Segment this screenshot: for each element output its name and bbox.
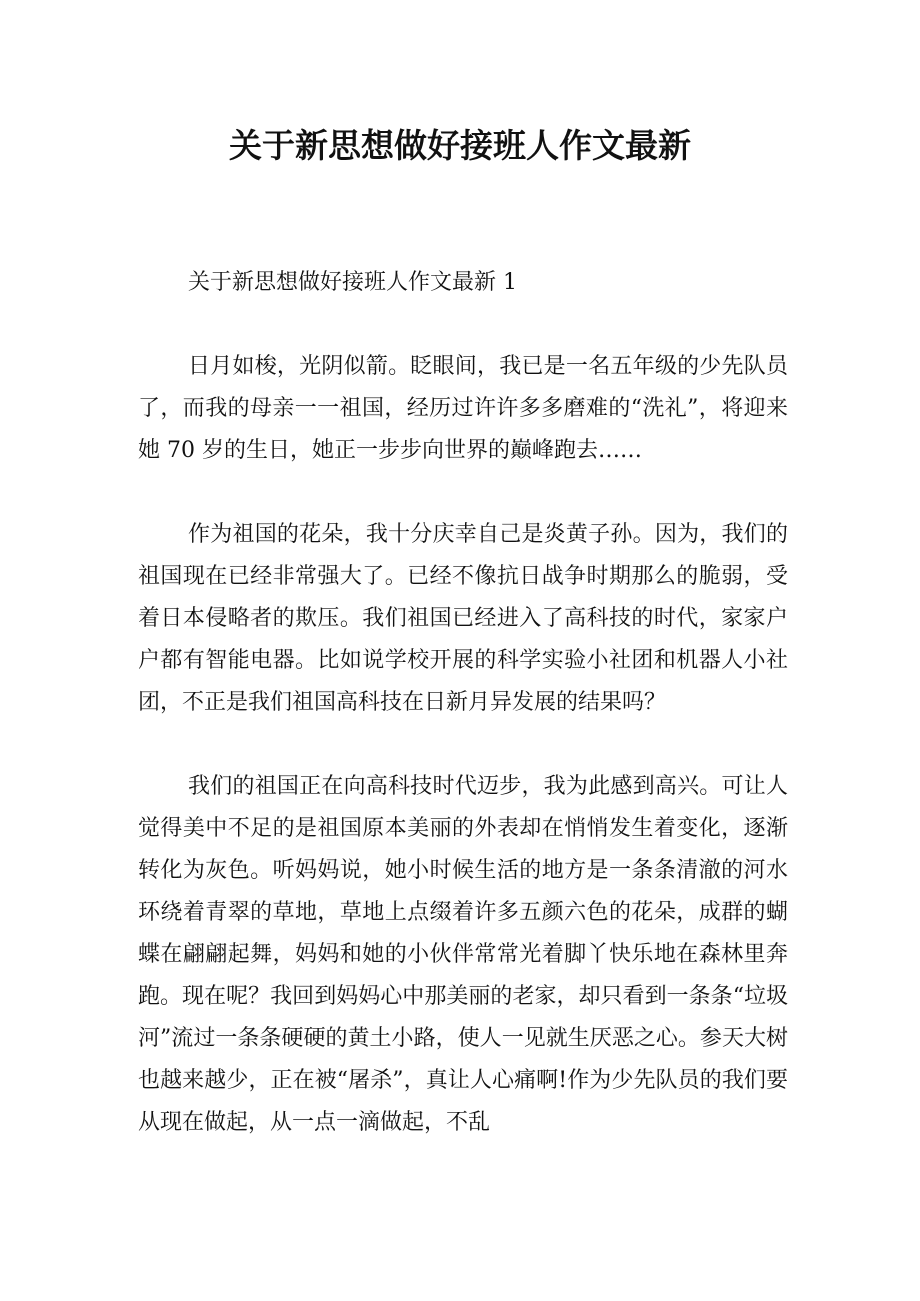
paragraph-1: 日月如梭，光阴似箭。眨眼间，我已是一名五年级的少先队员了，而我的母亲一一祖国，经历过许许多多磨难的“洗礼”，将迎来她 70 岁的生日，她正一步步向世界的巅峰跑去…… bbox=[138, 354, 788, 463]
document-body bbox=[138, 262, 788, 1186]
document-title: 关于新思想做好接班人作文最新 bbox=[229, 126, 691, 165]
paragraph-3: 我们的祖国正在向高科技时代迈步，我为此感到高兴。可让人觉得美中不足的是祖国原本美丽的外表却在悄悄发生着变化，逐渐转化为灰色。听妈妈说，她小时候生活的地方是一条条清澈的河水环绕着青翠的草地，草地上点缀着许多五颜六色的花朵，成群的蝴蝶在翩翩起舞，妈妈和她的小伙伴常常光着脚丫快乐地在森林里奔跑。现在呢？我回到妈妈心中那美丽的老家，却只看到一条条“垃圾河”流过一条条硬硬的黄土小路，使人一见就生厌恶之心。参天大树也越来越少，正在被“屠杀”，真让人心痛啊!作为少先队员的我们要从现在做起，从一点一滴做起，不乱 bbox=[138, 774, 788, 1135]
paragraph-2: 作为祖国的花朵，我十分庆幸自己是炎黄子孙。因为，我们的祖国现在已经非常强大了。已经不像抗日战争时期那么的脆弱，受着日本侵略者的欺压。我们祖国已经进入了高科技的时代，家家户户都有智能电器。比如说学校开展的科学实验小社团和机器人小社团，不正是我们祖国高科技在日新月异发展的结果吗？ bbox=[138, 522, 788, 715]
section-heading: 关于新思想做好接班人作文最新 1 bbox=[188, 270, 517, 295]
